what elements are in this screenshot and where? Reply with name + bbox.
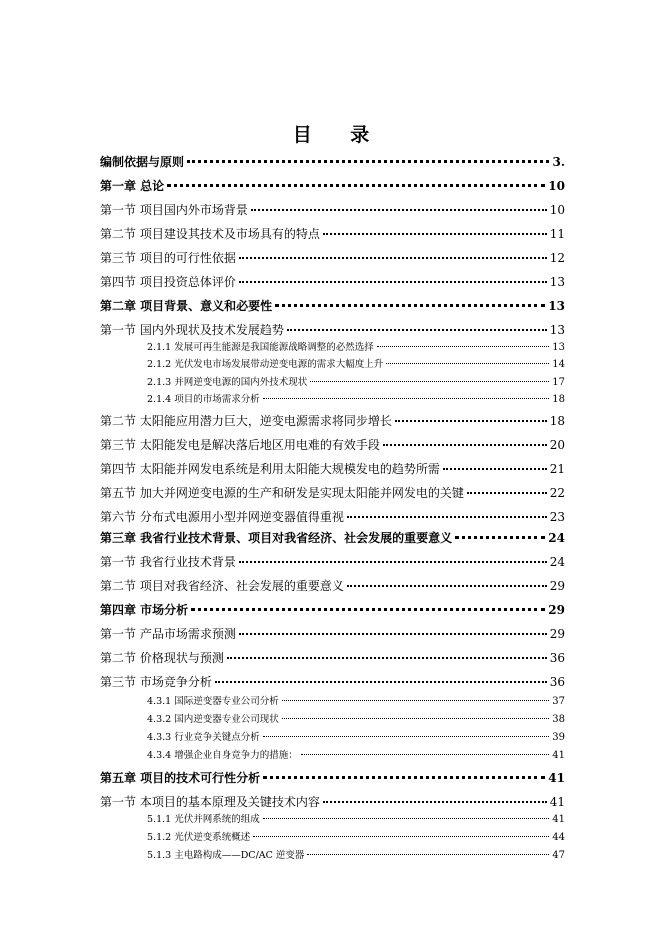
toc-entry[interactable] <box>147 375 565 391</box>
toc-entry-label: 第二节 项目对我省经济、社会发展的重要意义 <box>100 579 344 593</box>
toc-entry-label: 2.1.3 并网逆变电源的国内外技术现状 <box>147 377 308 388</box>
toc-entry-page: 44 <box>552 832 565 843</box>
toc-leader-dots <box>301 754 550 755</box>
toc-entry-label: 4.3.4 增强企业自身竞争力的措施： <box>147 750 298 761</box>
toc-entry-page: 13 <box>549 323 565 337</box>
toc-entry-label: 2.1.1 发展可再生能源是我国能源战略调整的必然选择 <box>147 342 374 353</box>
toc-leader-dots <box>347 585 547 587</box>
toc-entry-label: 第二章 项目背景、意义和必要性 <box>100 299 273 313</box>
toc-entry-label: 第一节 产品市场需求预测 <box>100 627 236 641</box>
toc-entry[interactable] <box>100 250 565 266</box>
toc-leader-dots <box>323 233 547 235</box>
toc-entry[interactable] <box>100 770 565 786</box>
toc-entry-label: 第一节 国内外现状及技术发展趋势 <box>100 323 284 337</box>
toc-entry-label: 4.3.1 国际逆变器专业公司分析 <box>147 696 279 707</box>
toc-entry-page: 12 <box>549 251 565 265</box>
toc-entry-label: 第六节 分布式电源用小型并网逆变器值得重视 <box>100 510 344 524</box>
toc-entry-label: 第一节 项目国内外市场背景 <box>100 203 248 217</box>
toc-entry-page: 14 <box>552 359 565 370</box>
toc-entry-label: 4.3.3 行业竞争关键点分析 <box>147 732 260 743</box>
toc-entry-page: 29 <box>548 603 565 617</box>
toc-entry-page: 41 <box>549 795 565 809</box>
toc-entry-page: 13 <box>552 342 565 353</box>
toc-entry-page: 29 <box>549 627 565 641</box>
toc-entry[interactable] <box>147 730 565 746</box>
toc-entry-label: 第一节 我省行业技术背景 <box>100 555 236 569</box>
toc-leader-dots <box>282 718 550 719</box>
toc-leader-dots <box>191 608 545 611</box>
toc-entry-label: 5.1.1 光伏并网系统的组成 <box>147 814 260 825</box>
toc-entry-page: 37 <box>552 696 565 707</box>
toc-entry-page: 24 <box>549 555 565 569</box>
toc-entry[interactable] <box>100 154 565 170</box>
toc-entry-label: 第四章 市场分析 <box>100 603 189 617</box>
toc-entry[interactable] <box>100 794 565 810</box>
toc-entry-page: 10 <box>548 179 565 193</box>
toc-entry[interactable] <box>100 626 565 642</box>
toc-entry[interactable] <box>100 437 565 453</box>
toc-leader-dots <box>383 444 547 446</box>
toc-entry-label: 第三节 项目的可行性依据 <box>100 251 236 265</box>
toc-entry[interactable] <box>100 530 565 546</box>
toc-leader-dots <box>239 257 547 259</box>
toc-entry[interactable] <box>147 848 565 864</box>
toc-entry-label: 第一节 本项目的基本原理及关键技术内容 <box>100 795 320 809</box>
toc-entry-page: 22 <box>549 486 565 500</box>
toc-entry[interactable] <box>100 602 565 618</box>
toc-entry-page: 41 <box>552 750 565 761</box>
toc-entry-page: 21 <box>549 462 565 476</box>
toc-leader-dots <box>443 468 547 470</box>
toc-entry-page: 17 <box>552 377 565 388</box>
toc-entry[interactable] <box>147 712 565 728</box>
toc-entry[interactable] <box>100 509 565 525</box>
toc-leader-dots <box>263 736 550 737</box>
toc-entry-page: 11 <box>549 227 565 241</box>
toc-entry-label: 第五章 项目的技术可行性分析 <box>100 771 261 785</box>
toc-entry[interactable] <box>100 274 565 290</box>
toc-entry-page: 41 <box>552 814 565 825</box>
toc-leader-dots <box>215 681 547 683</box>
toc-entry-page: 3. <box>552 155 565 169</box>
toc-entry[interactable] <box>100 485 565 501</box>
toc-leader-dots <box>467 492 547 494</box>
toc-entry-label: 2.1.4 项目的市场需求分析 <box>147 394 260 405</box>
page-title: 目 录 <box>292 124 386 146</box>
toc-leader-dots <box>239 633 547 635</box>
toc-leader-dots <box>167 184 545 187</box>
toc-entry-page: 39 <box>552 732 565 743</box>
toc-entry[interactable] <box>147 748 565 764</box>
toc-entry-page: 47 <box>552 850 565 861</box>
toc-entry[interactable] <box>100 554 565 570</box>
toc-entry-page: 13 <box>549 275 565 289</box>
toc-entry[interactable] <box>147 830 565 846</box>
toc-entry[interactable] <box>100 461 565 477</box>
toc-leader-dots <box>310 381 549 382</box>
toc-entry-label: 4.3.2 国内逆变器专业公司现状 <box>147 714 279 725</box>
toc-leader-dots <box>253 836 549 837</box>
toc-leader-dots <box>323 801 547 803</box>
toc-entry[interactable] <box>147 694 565 710</box>
toc-leader-dots <box>187 160 549 163</box>
toc-leader-dots <box>287 329 547 331</box>
toc-leader-dots <box>275 304 545 307</box>
toc-entry-page: 41 <box>548 771 565 785</box>
toc-entry-label: 5.1.3 主电路构成——DC/AC 逆变器 <box>147 850 305 861</box>
toc-entry-page: 36 <box>549 675 565 689</box>
toc-leader-dots <box>386 363 549 364</box>
toc-entry-page: 23 <box>549 510 565 524</box>
toc-entry-label: 第五节 加大并网逆变电源的生产和研发是实现太阳能并网发电的关键 <box>100 486 464 500</box>
toc-leader-dots <box>282 700 550 701</box>
toc-leader-dots <box>251 209 547 211</box>
toc-leader-dots <box>239 561 547 563</box>
toc-entry-page: 10 <box>549 203 565 217</box>
toc-entry-label: 第三节 市场竞争分析 <box>100 675 212 689</box>
toc-entry-label: 第三节 太阳能发电是解决落后地区用电难的有效手段 <box>100 438 380 452</box>
toc-entry-page: 29 <box>549 579 565 593</box>
toc-entry-label: 第四节 项目投资总体评价 <box>100 275 236 289</box>
toc-entry-label: 第四节 太阳能并网发电系统是利用太阳能大规模发电的趋势所需 <box>100 462 440 476</box>
toc-entry-page: 13 <box>548 299 565 313</box>
toc-entry-label: 2.1.2 光伏发电市场发展带动逆变电源的需求大幅度上升 <box>147 359 384 370</box>
toc-leader-dots <box>377 346 550 347</box>
toc-entry[interactable] <box>100 202 565 218</box>
toc-leader-dots <box>227 657 547 659</box>
toc-entry[interactable] <box>100 413 565 429</box>
toc-leader-dots <box>263 818 550 819</box>
toc-entry-page: 18 <box>549 414 565 428</box>
toc-entry[interactable] <box>100 650 565 666</box>
toc-entry[interactable] <box>147 357 565 373</box>
toc-entry-label: 5.1.2 光伏逆变系统概述 <box>147 832 251 843</box>
toc-entry[interactable] <box>100 226 565 242</box>
toc-entry-label: 编制依据与原则 <box>100 155 185 169</box>
toc-entry-page: 18 <box>552 394 565 405</box>
toc-entry[interactable] <box>100 178 565 194</box>
toc-entry-page: 36 <box>549 651 565 665</box>
toc-entry-page: 38 <box>552 714 565 725</box>
toc-leader-dots <box>455 536 545 539</box>
toc-entry-label: 第二节 太阳能应用潜力巨大，逆变电源需求将同步增长 <box>100 414 392 428</box>
toc-entry[interactable] <box>100 322 565 338</box>
toc-entry[interactable] <box>147 812 565 828</box>
toc-entry-page: 24 <box>548 531 565 545</box>
toc-entry[interactable] <box>147 392 565 408</box>
toc-leader-dots <box>307 854 549 855</box>
toc-leader-dots <box>347 516 547 518</box>
toc-leader-dots <box>263 776 545 779</box>
toc-entry-page: 20 <box>549 438 565 452</box>
toc-entry-label: 第二节 价格现状与预测 <box>100 651 224 665</box>
toc-leader-dots <box>239 281 547 283</box>
toc-leader-dots <box>263 398 550 399</box>
toc-entry[interactable] <box>100 674 565 690</box>
toc-entry[interactable] <box>100 578 565 594</box>
toc-entry-label: 第二节 项目建设其技术及市场具有的特点 <box>100 227 320 241</box>
toc-entry[interactable] <box>147 340 565 356</box>
toc-entry-label: 第一章 总论 <box>100 179 165 193</box>
toc-entry-label: 第三章 我省行业技术背景、项目对我省经济、社会发展的重要意义 <box>100 531 453 545</box>
toc-entry[interactable] <box>100 298 565 314</box>
toc-leader-dots <box>395 420 547 422</box>
